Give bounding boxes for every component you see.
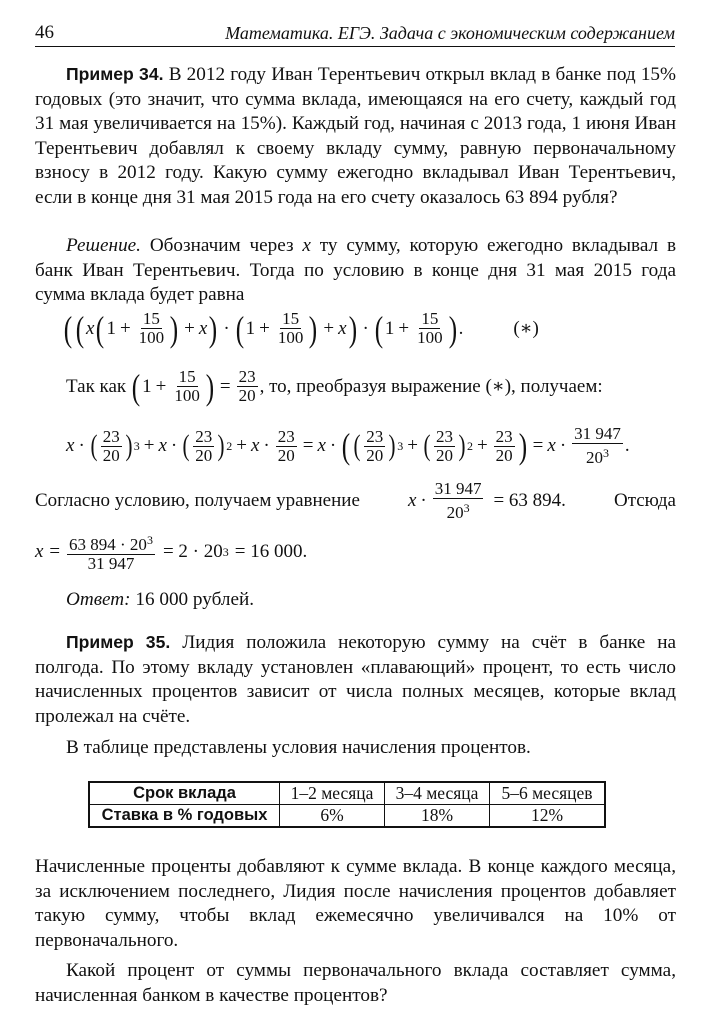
plus: + — [155, 375, 167, 397]
plus: + — [184, 317, 195, 339]
one: 1 — [245, 317, 256, 339]
fraction-15-100: $\frac{15}{100}$ — [174, 367, 200, 405]
example-34-label: Пример 34. — [66, 64, 164, 84]
row-header-term: Срок вклада — [89, 782, 280, 805]
fraction-23-20: $\frac{23}{20}$ — [238, 367, 256, 405]
fraction-15-100: $\frac{15}{100}$ — [138, 309, 165, 347]
row-header-rate: Ставка в % годовых — [89, 805, 280, 828]
table-row — [89, 782, 605, 805]
solve-result: = 16 000. — [234, 541, 308, 562]
since-text: Так как — [66, 375, 127, 397]
var-x: x — [198, 317, 208, 339]
fraction-15-100: $\frac{15}{100}$ — [277, 309, 304, 347]
example-34-statement — [35, 62, 676, 211]
table-intro: В таблице представлены условия начисления процентов. — [66, 737, 531, 759]
dot: · — [223, 317, 230, 339]
variable-x: x — [302, 235, 311, 256]
solve-line: x = $\frac{63 894 \cdot 20^3}{31 947}$ = 2 · 20 3 = 16 000. — [35, 533, 308, 573]
example-35-conditions — [35, 855, 676, 1009]
plus: + — [323, 317, 335, 339]
one: 1 — [142, 375, 152, 397]
term-cell: 5–6 месяцев — [490, 782, 606, 805]
fraction-23-20: $\frac{23}{20}$ — [366, 426, 384, 465]
answer-text: 16 000 рублей. — [135, 589, 255, 610]
equation-text: Согласно условию, получаем уравнение — [35, 490, 360, 511]
equation-line: Согласно условию, получаем уравнение x · $\frac{31 947}{20^3}$ = 63 894. Отсюда — [35, 479, 676, 522]
fraction-23-20: $\frac{23}{20}$ — [277, 426, 295, 465]
fraction-23-20: $\frac{23}{20}$ — [495, 426, 513, 465]
plus: + — [119, 317, 131, 339]
one: 1 — [384, 317, 395, 339]
rate-cell: 12% — [490, 805, 606, 828]
solve-lhs: x = — [35, 541, 62, 562]
solution-label: Решение. — [66, 235, 141, 256]
example-35-statement — [35, 630, 676, 761]
example-35-text: Лидия положила некоторую сумму на счёт в банке на полгода. По этому вкладу установлен «плавающий» процент, то есть число начисленных процентов зависит от числа полных месяцев, которые вклад пролежал на счёте. — [35, 632, 676, 727]
answer — [35, 588, 676, 613]
answer-label: Ответ: — [66, 589, 131, 610]
fraction-23-20: $\frac{23}{20}$ — [195, 426, 213, 465]
formula-star: ( ( x ( 1 + $\frac{15}{100}$ ) + x ) · ( 1 + $\frac{15}{100}$ ) + x ) · ( 1 + $\frac{15}{100}$ ) . (∗) — [63, 308, 539, 349]
term-cell: 3–4 месяца — [385, 782, 490, 805]
solution-text-part1: Обозначим через — [149, 235, 294, 256]
period: . — [458, 317, 464, 339]
since-line: Так как ( 1 + $\frac{15}{100}$ ) = $\frac{23}{20}$ , то, преобразуя выражение (∗), получаем: — [66, 366, 603, 407]
plus: + — [259, 317, 270, 339]
running-title: Математика. ЕГЭ. Задача с экономическим содержанием — [225, 23, 675, 43]
fraction-23-20: $\frac{23}{20}$ — [435, 426, 453, 465]
var-x: x — [86, 317, 95, 339]
formula-tag: (∗) — [513, 318, 539, 339]
page-header — [35, 18, 675, 47]
question-paragraph: Какой процент от суммы первоначального вклада составляет сумма, начисленная банком в качестве процентов? — [35, 960, 676, 1006]
rate-cell: 6% — [280, 805, 385, 828]
example-35-label: Пример 35. — [66, 632, 171, 652]
example-34-text: В 2012 году Иван Терентьевич открыл вклад в банке под 15% годовых (это значит, что сумма вклада, имеющаяся на его счету, каждый год 31 мая увеличивается на 15%). Каждый год, начиная с 2013 года, 1 июня Иван Терентьевич добавлял к своему вкладу сумму, равную первоначальному взносу в 2012 году. Какую сумму ежегодно вкладывал Иван Терентьевич, если в конце дня 31 мая 2015 года на его счету оказалось 63 894 рубля? — [35, 64, 676, 208]
table-row — [89, 805, 605, 828]
conditions-paragraph: Начисленные проценты добавляют к сумме вклада. В конце каждого месяца, за исключением последнего, Лидия после начисления процентов добавляет такую сумму, чтобы вклад ежемесячно увеличивался на 10% от первоначального. — [35, 856, 676, 951]
interest-rate-table — [88, 781, 606, 828]
fraction-31947-over-20cubed: $\frac{31 947}{20^3}$ — [434, 479, 482, 522]
solve-mid: = 2 · 20 — [162, 541, 223, 562]
fraction-15-100: $\frac{15}{100}$ — [417, 309, 443, 347]
solution-text-part2: ту сумму, которую ежегодно вкладывал в банк Иван Терентьевич. Тогда по условию в конце дня 31 мая 2015 года сумма вклада будет равна — [35, 235, 676, 306]
plus: + — [398, 317, 410, 339]
equation-rhs: = 63 894. — [493, 490, 566, 511]
page-number: 46 — [35, 22, 54, 43]
dot: · — [362, 317, 369, 339]
fraction-23-20: $\frac{23}{20}$ — [102, 426, 120, 465]
rate-cell: 18% — [385, 805, 490, 828]
term-cell: 1–2 месяца — [280, 782, 385, 805]
since-text-2: , то, преобразуя выражение (∗), получаем: — [259, 376, 603, 397]
fraction-31947-over-20cubed: $\frac{31 947}{20^3}$ — [574, 424, 621, 467]
var-x: x — [338, 317, 347, 339]
transform-line: x · ( $\frac{23}{20}$ ) 3 + x · ( $\frac{23}{20}$ ) 2 + x · $\frac{23}{20}$ = x · ( ( $\frac{23}{20}$ ) 3 + ( $\frac{23}{20}$ ) 2 + $\frac{23}{20}$ ) = x · $\frac{31 947}{20^3}$ . — [66, 424, 630, 467]
solution-intro — [35, 234, 676, 308]
solve-fraction: $\frac{63 894 \cdot 20^3}{31 947}$ — [69, 533, 153, 573]
hence-text: Отсюда — [613, 490, 676, 511]
one: 1 — [106, 317, 116, 339]
